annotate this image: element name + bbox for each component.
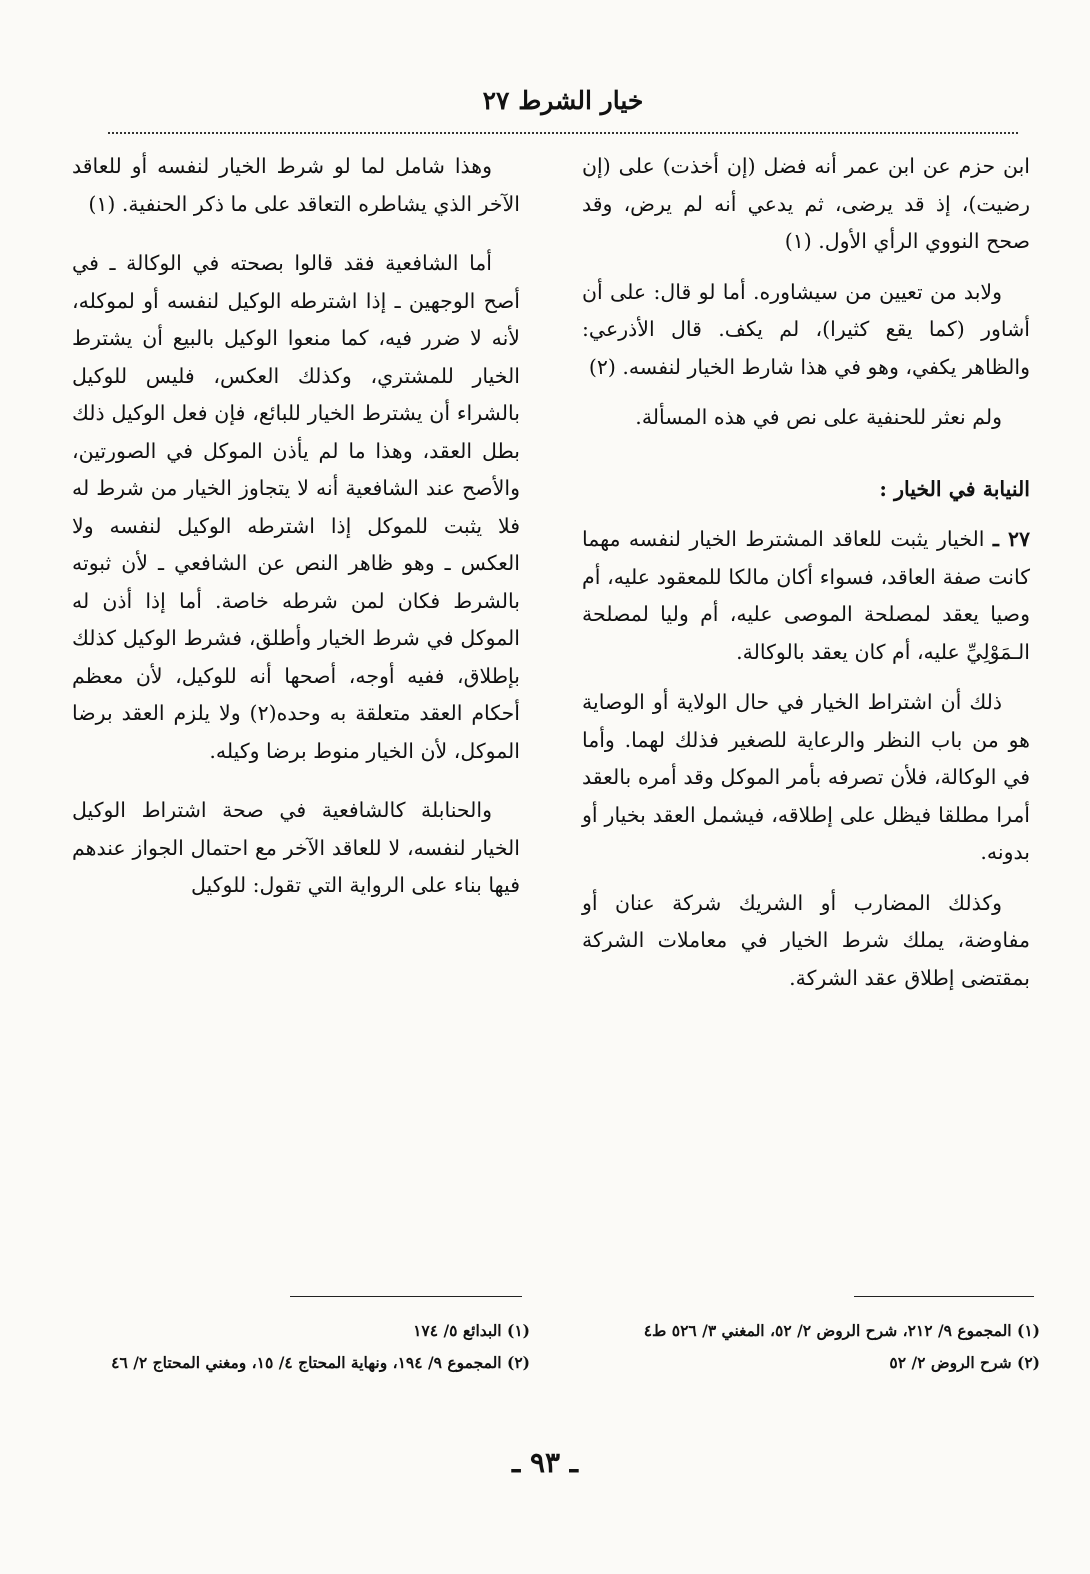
page-number: ـ ٩٣ ـ [512,1446,578,1479]
footnote: (٢) شرح الروض ٢/ ٥٢ [889,1353,1040,1372]
paragraph: وهذا شامل لما لو شرط الخيار لنفسه أو للعاقد الآخر الذي يشاطره التعاقد على ما ذكر الحنفية. (١) [72,154,520,216]
footnotes-left [72,1318,530,1382]
footnote: (١) المجموع ٩/ ٢١٢، شرح الروض ٢/ ٥٢، المغني ٣/ ٥٢٦ ط٤ [643,1321,1040,1340]
running-header: خيار الشرط ٢٧ [482,86,644,115]
paragraph: ولم نعثر للحنفية على نص في هذه المسألة. [635,405,1002,429]
right-column [582,148,1030,1010]
numbered-paragraph [582,521,1030,671]
paragraph: ولابد من تعيين من سيشاوره. أما لو قال: على أن أشاور (كما يقع كثيرا)، لم يكف. قال الأذرعي: والظاهر يكفي، وهو في هذا شارط الخيار لنفسه. (٢) [582,279,1030,379]
paragraph-number: ٢٧ ـ [992,527,1030,551]
footnotes-right [582,1318,1040,1382]
footnote-divider [290,1296,522,1297]
paragraph: والحنابلة كالشافعية في صحة اشتراط الوكيل الخيار لنفسه، لا للعاقد الآخر مع احتمال الجواز عندهم فيها بناء على الرواية التي تقول: للوكيل [72,798,520,897]
paragraph: ذلك أن اشتراط الخيار في حال الولاية أو الوصاية هو من باب النظر والرعاية للصغير فذلك لهما. وأما في الوكالة، فلأن تصرفه بأمر الموكل وقد أمره بالعقد أمرا مطلقا فيظل على إطلاقه، فيشمل العقد بخيار أو بدونه. [582,690,1030,864]
paragraph: أما الشافعية فقد قالوا بصحته في الوكالة ـ في أصح الوجهين ـ إذا اشترطه الوكيل لنفسه أو لموكله، لأنه لا ضرر فيه، كما منعوا الوكيل بالبيع أن يشترط الخيار للمشتري، وكذلك العكس، فليس للوكيل بالشراء أن يشترط الخيار للبائع، فإن فعل الوكيل ذلك بطل العقد، وهذا ما لم يأذن الموكل في الصورتين، والأصح عند الشافعية أنه لا يتجاوز الخيار من شرط له فلا يثبت للموكل إذا اشترطه الوكيل لنفسه ولا العكس ـ وهو ظاهر النص عن الشافعي ـ لأن ثبوته بالشرط فكان لمن شرطه خاصة. أما إذا أذن له الموكل في شرط الخيار وأطلق، فشرط الوكيل كذلك بإطلاق، ففيه أوجه، أصحها أنه للوكيل، لأن معظم أحكام العقد متعلقة به وحده(٢) ولا يلزم العقد برضا الموكل، لأن الخيار منوط برضا وكيله. [72,251,520,763]
paragraph: ابن حزم عن ابن عمر أنه فضل (إن أخذت) على (إن رضيت)، إذ قد يرضى، ثم يدعي أنه لم يرض، وقد صحح النووي الرأي الأول. (١) [582,154,1030,253]
section-heading: النيابة في الخيار : [879,476,1030,501]
header-dotted-rule [108,132,1018,134]
paragraph-text: الخيار يثبت للعاقد المشترط الخيار لنفسه مهما كانت صفة العاقد، فسواء أكان مالكا للمعقود عليه، أم وصيا يعقد لمصلحة الموصى عليه، أم وليا لمصلحة الـمَوْلِيِّ عليه، أم كان يعقد بالوكالة. [582,527,1030,664]
footnote: (٢) المجموع ٩/ ١٩٤، ونهاية المحتاج ٤/ ١٥، ومغني المحتاج ٢/ ٤٦ [111,1353,530,1372]
footnote: (١) البدائع ٥/ ١٧٤ [413,1321,530,1340]
left-column [72,148,520,918]
paragraph: وكذلك المضارب أو الشريك شركة عنان أو مفاوضة، يملك شرط الخيار في معاملات الشركة بمقتضى إطلاق عقد الشركة. [582,890,1030,990]
footnote-divider [854,1296,1034,1297]
